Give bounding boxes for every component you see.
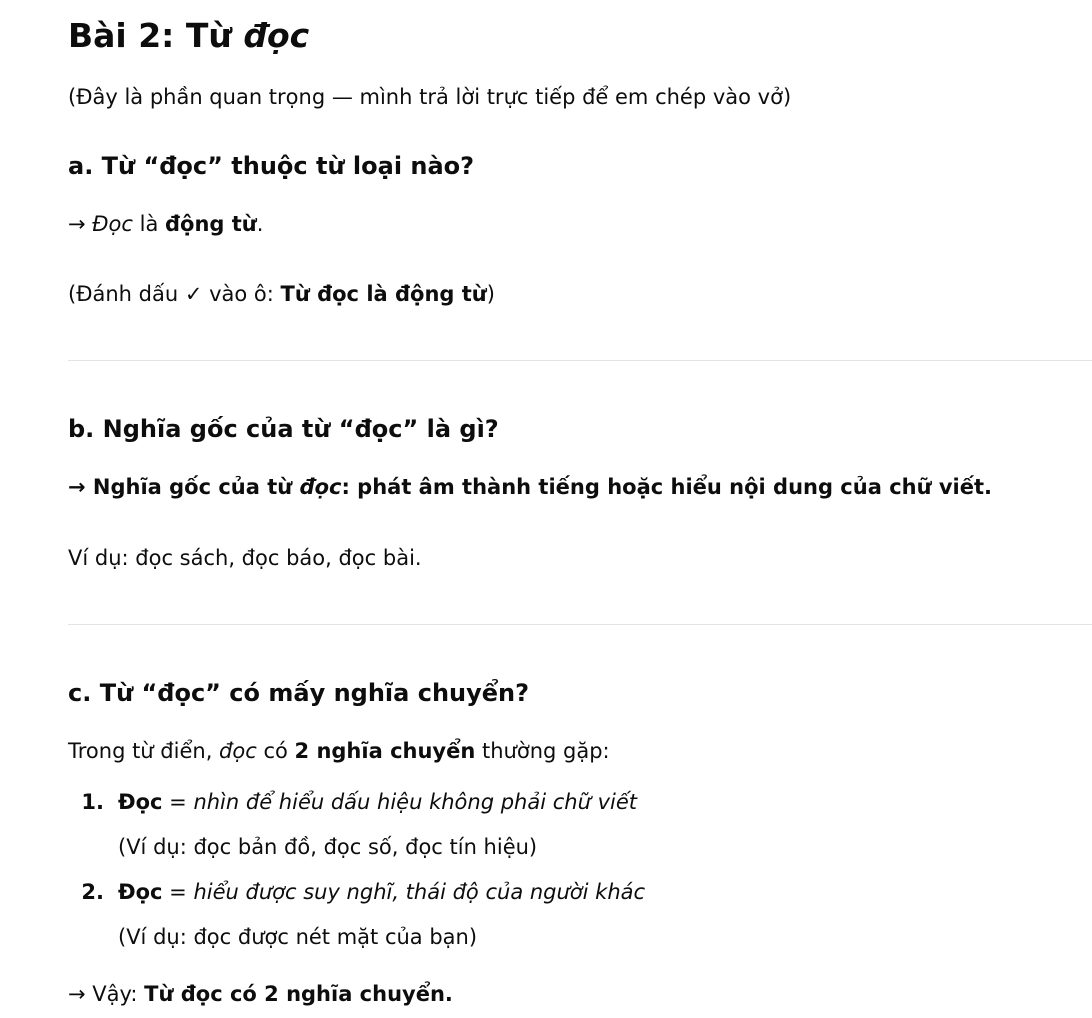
- section-a-answer: [68, 209, 263, 239]
- list-number: 2.: [81, 880, 104, 904]
- section-c-heading: c. Từ “đọc” có mấy nghĩa chuyển?: [68, 679, 530, 707]
- note-prefix: (Đánh dấu ✓ vào ô:: [68, 282, 281, 306]
- list-item-example: (Ví dụ: đọc được nét mặt của bạn): [118, 925, 478, 949]
- answer-word: Đọc: [92, 212, 133, 236]
- document: [68, 0, 1092, 1018]
- list-equals: =: [162, 790, 194, 814]
- divider: [68, 360, 1092, 361]
- list-term: Đọc: [118, 880, 163, 904]
- list-number: 1.: [81, 790, 104, 814]
- list-meaning: hiểu được suy nghĩ, thái độ của người khác: [193, 880, 646, 904]
- answer-word: đọc: [299, 475, 342, 499]
- section-a-note: [68, 279, 495, 309]
- section-a-heading: a. Từ “đọc” thuộc từ loại nào?: [68, 152, 475, 180]
- title-prefix: Bài 2: Từ: [68, 16, 244, 55]
- divider: [68, 624, 1092, 625]
- page-title: [68, 16, 309, 56]
- answer-bold: động từ: [165, 212, 257, 236]
- section-b-answer: [68, 472, 992, 502]
- note-bold: Từ đọc là động từ: [280, 282, 487, 306]
- arrow: →: [68, 212, 93, 236]
- section-c-conclusion: [68, 979, 453, 1009]
- conclusion-bold: Từ đọc có 2 nghĩa chuyển.: [144, 982, 453, 1006]
- note-suffix: ): [486, 282, 495, 306]
- list-item: [68, 877, 645, 907]
- list-equals: =: [162, 880, 194, 904]
- list-item: [68, 787, 637, 817]
- answer-suffix: : phát âm thành tiếng hoặc hiểu nội dung của chữ viết.: [341, 475, 992, 499]
- list-meaning: nhìn để hiểu dấu hiệu không phải chữ viết: [193, 790, 637, 814]
- title-word: đọc: [243, 16, 310, 55]
- list-term: Đọc: [118, 790, 163, 814]
- answer-mid: là: [132, 212, 166, 236]
- intro-mid: có: [256, 739, 295, 763]
- section-b-heading: b. Nghĩa gốc của từ “đọc” là gì?: [68, 415, 499, 443]
- intro-note: (Đây là phần quan trọng — mình trả lời trực tiếp để em chép vào vở): [68, 85, 792, 109]
- list-item-example: (Ví dụ: đọc bản đồ, đọc số, đọc tín hiệu): [118, 835, 538, 859]
- answer-prefix: → Nghĩa gốc của từ: [68, 475, 300, 499]
- section-c-intro: [68, 736, 610, 766]
- intro-suffix: thường gặp:: [475, 739, 610, 763]
- intro-word: đọc: [219, 739, 257, 763]
- intro-bold: 2 nghĩa chuyển: [294, 739, 476, 763]
- section-b-example: Ví dụ: đọc sách, đọc báo, đọc bài.: [68, 546, 422, 570]
- answer-end: .: [256, 212, 264, 236]
- intro-prefix: Trong từ điển,: [68, 739, 220, 763]
- conclusion-prefix: → Vậy:: [68, 982, 145, 1006]
